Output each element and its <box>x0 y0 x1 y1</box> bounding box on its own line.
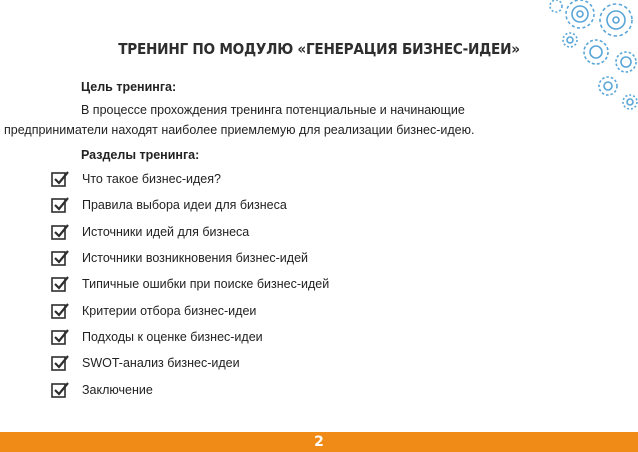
goal-text-line-1: В процессе прохождения тренинга потенциальные и начинающие <box>81 103 465 117</box>
list-item-label: Типичные ошибки при поиске бизнес-идей <box>82 277 330 292</box>
page-number: 2 <box>314 434 324 450</box>
list-item-label: SWOT-анализ бизнес-идеи <box>82 356 240 371</box>
goal-text <box>0 100 638 140</box>
sections-list <box>50 166 329 403</box>
checkbox-checked-icon <box>50 248 70 268</box>
list-item-label: Правила выбора идеи для бизнеса <box>82 198 287 213</box>
goal-text-line-2: предприниматели находят наиболее приемлемую для реализации бизнес-идею. <box>4 123 475 137</box>
list-item-label: Критерии отбора бизнес-идеи <box>82 303 257 318</box>
list-item <box>50 350 329 376</box>
checkbox-checked-icon <box>50 380 70 400</box>
list-item <box>50 245 329 271</box>
checkbox-checked-icon <box>50 327 70 347</box>
goal-heading: Цель тренинга: <box>81 80 177 94</box>
sections-heading: Разделы тренинга: <box>81 148 200 162</box>
list-item-label: Источники идей для бизнеса <box>82 224 250 239</box>
list-item <box>50 192 329 218</box>
list-item-label: Источники возникновения бизнес-идей <box>82 251 309 266</box>
list-item-label: Подходы к оценке бизнес-идеи <box>82 329 263 344</box>
list-item <box>50 324 329 350</box>
list-item <box>50 271 329 297</box>
checkbox-checked-icon <box>50 274 70 294</box>
list-item-label: Что такое бизнес-идея? <box>82 172 221 187</box>
list-item <box>50 166 329 192</box>
list-item <box>50 297 329 323</box>
list-item <box>50 219 329 245</box>
checkbox-checked-icon <box>50 195 70 215</box>
list-item <box>50 376 329 402</box>
checkbox-checked-icon <box>50 301 70 321</box>
page-title: ТРЕНИНГ ПО МОДУЛЮ «ГЕНЕРАЦИЯ БИЗНЕС-ИДЕИ» <box>118 40 520 58</box>
checkbox-checked-icon <box>50 222 70 242</box>
list-item-label: Заключение <box>82 382 153 397</box>
checkbox-checked-icon <box>50 169 70 189</box>
checkbox-checked-icon <box>50 353 70 373</box>
